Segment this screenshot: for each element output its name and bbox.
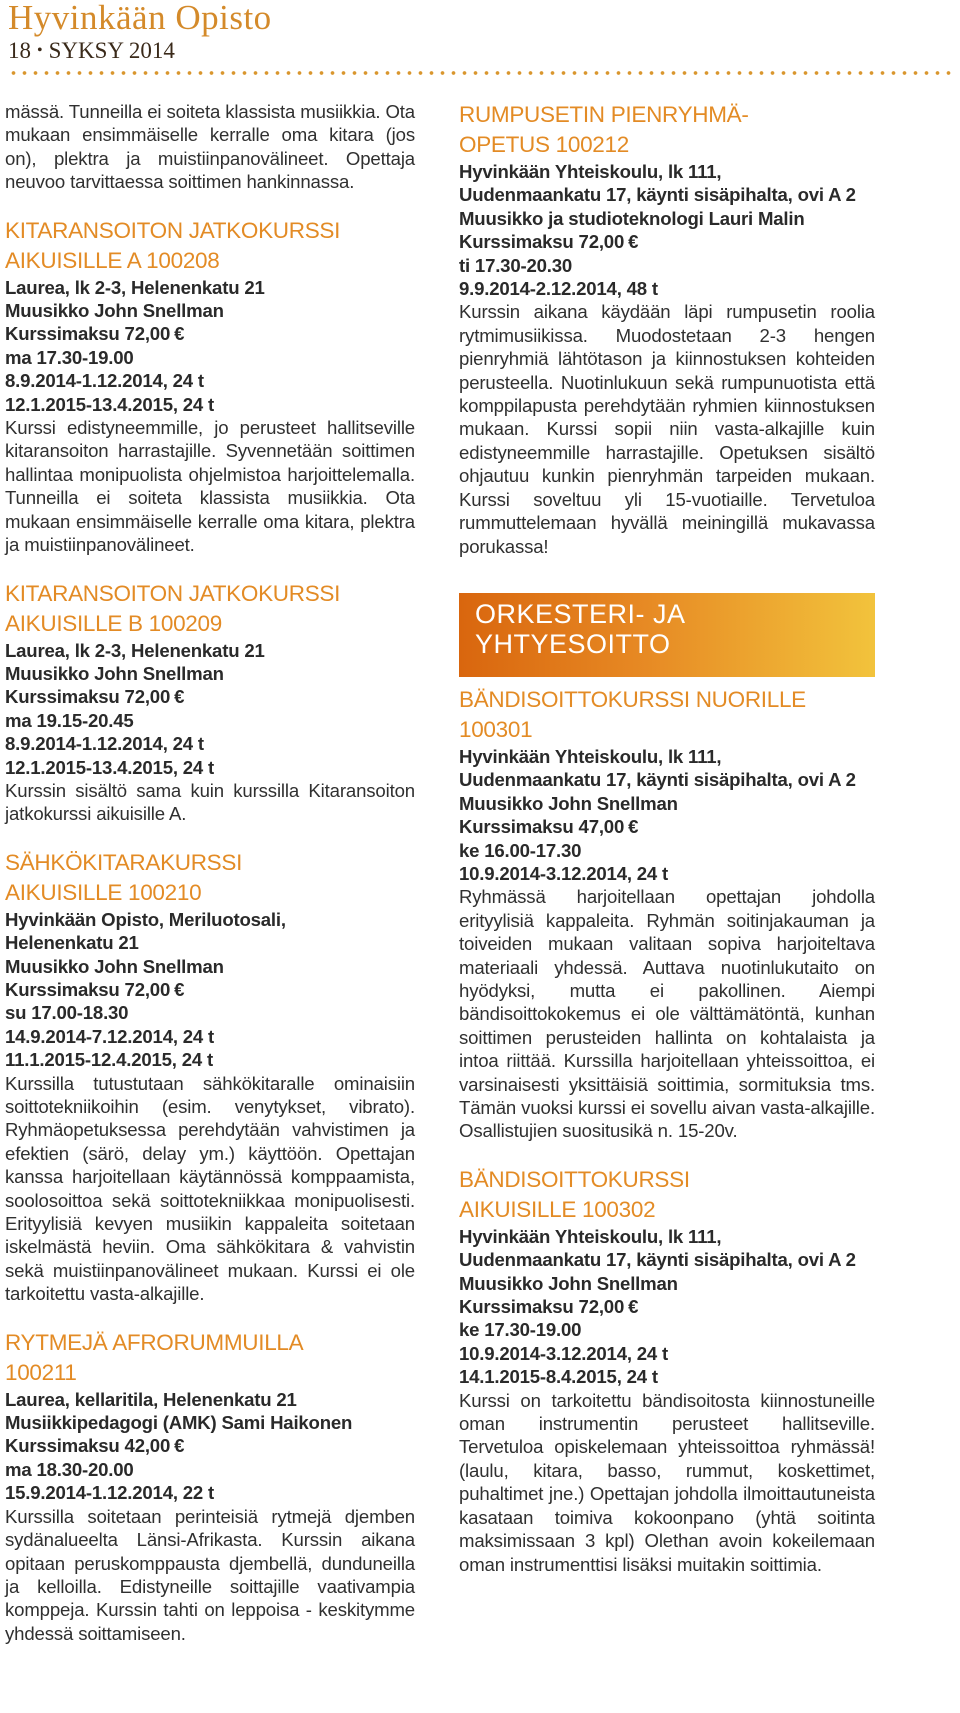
course-schedule: ke 17.30-19.00 [459,1319,582,1341]
course-title-line: AIKUISILLE B 100209 [5,610,222,636]
course-location: Laurea, lk 2-3, Helenenkatu 21 [5,276,265,298]
course-schedule: ma 17.30-19.00 [5,346,134,368]
course-title-line: OPETUS 100212 [459,132,629,157]
course-description: Kurssin aikana käydään läpi rumpusetin roolia rytmimusiikissa. Muodostetaan 2-3 hengen pienryhmiä lähtötason ja kiinnostuksen kohteiden perusteella. Nuotinlukuun sekä rumpunuotista että komppilapusta perehdytään ryhmien kiinnostuksen mukaan. Kurssi sopii niin vasta-alkajille kuin edistyneemmille harrastajille. Opetuksen sisältö ohjautuu kunkin pienryhmän tarpeiden mukaan. Kurssi soveltuu yli 15-vuotiaille. Tervetuloa rummuttelemaan hyvällä meiningillä mukavassa porukassa! [459,301,875,557]
course-fee-amount: Kurssimaksu 72,00 [459,231,625,253]
course-schedule: ke 16.00-17.30 [459,839,582,861]
course-title-line: AIKUISILLE 100210 [5,879,202,905]
course-fee-amount: Kurssimaksu 72,00 [5,978,171,1000]
course-dates: 9.9.2014-2.12.2014, 48 t [459,278,658,300]
course-dates: 11.1.2015-12.4.2015, 24 t [5,1049,213,1071]
course-teacher: Muusikko ja studioteknologi Lauri Malin [459,207,805,229]
section-heading-line: ORKESTERI- JA [475,598,686,629]
course-schedule: ma 19.15-20.45 [5,709,134,731]
course-description: Kurssi on tarkoitettu bändisoitosta kiinnostuneille oman instrumentin perusteet hallitseville. Tervetuloa opiskelemaan yhteissoittoa ryhmässä! (laulu, kitara, basso, rummut, koskettimet, puhaltimet jne.) Opettajan johdolla ilmoittautuneista kasataan toimiva kokoonpano (yhtä soitinta maksimissaan 3 kpl) Olethan avoin kokeilemaan oman instrumenttisi lisäksi muitakin soittimia. [459,1389,875,1575]
course-100301 [459,685,875,1143]
course-title-line: 100301 [459,716,533,742]
course-teacher: Muusikko John Snellman [459,792,678,814]
course-title [5,1328,415,1388]
course-address: Helenenkatu 21 [5,932,139,954]
course-fee [5,322,415,345]
course-title-line: AIKUISILLE 100302 [459,1196,656,1222]
right-column [459,100,875,1576]
course-100212 [459,100,875,558]
course-title-line: RYTMEJÄ AFRORUMMUILLA [5,1329,304,1355]
section-heading [475,599,686,659]
course-location: Hyvinkään Yhteiskoulu, lk 111, [459,1225,722,1247]
course-100302 [459,1165,875,1576]
course-dates: 8.9.2014-1.12.2014, 24 t [5,733,204,755]
season-label: SYKSY 2014 [48,38,175,63]
course-description: Ryhmässä harjoitellaan opettajan johdolla erityylisiä kappaleita. Ryhmän soitinjakauman ja toiveiden mukaan valitaan sopiva harjoiteltava materiaali yhdessä. Auttava nuotinlukutaito on hyödyksi, mutta ei pakollinen. Aiempi bändisoittokokemus ei ole välttämätöntä, kunhan soittimen perusteiden hallinta on kohtalaista ja intoa riittää. Kurssilla harjoitellaan yhteissoittoa, ei varsinaisesti yksittäisiä soittimia, sormituksia tms. Tämän vuoksi kurssi ei sovellu aivan vasta-alkajille. Osallistujien suositusikä n. 15-20v. [459,886,875,1142]
euro-sign: € [174,323,185,345]
course-description: Kurssi edistyneemmille, jo perusteet hallitseville kitaransoiton harrastajille. Syvennetään soittimen hallintaa monipuolista ohjelmistoa harjoittelemalla. Tunneilla ei soiteta klassista musiikkia. Ota mukaan ensimmäiselle kerralle oma kitara, plektra ja muistiinpanovälineet. [5,417,415,556]
course-schedule: ma 18.30-20.00 [5,1458,134,1480]
course-dates: 14.1.2015-8.4.2015, 24 t [459,1366,658,1388]
course-fee [5,685,415,708]
course-title-line: AIKUISILLE A 100208 [5,247,220,273]
course-dates: 10.9.2014-3.12.2014, 24 t [459,1342,669,1364]
course-teacher: Muusikko John Snellman [5,662,224,684]
course-title [5,216,415,276]
course-description: Kurssilla soitetaan perinteisiä rytmejä djemben sydänalueelta Länsi-Afrikasta. Kurssin aikana opitaan peruskomppausta djembellä, dunduneilla ja kelloilla. Edistyneille soittajille vaativampia komppeja. Kurssin tahti on leppoisa - keskitymme yhdessä soittamiseen. [5,1505,415,1644]
course-dates: 12.1.2015-13.4.2015, 24 t [5,756,215,778]
course-title-line: BÄNDISOITTOKURSSI [459,1166,690,1192]
bullet-separator: • [37,42,43,59]
intro-text: mässä. Tunneilla ei soiteta klassista musiikkia. Ota mukaan ensimmäiselle kerralle oma kitara (jos on), plektra ja muistiinpanovälineet. Opettaja neuvoo tarvittaessa soittimen hankinnassa. [5,101,415,193]
course-address: Uudenmaankatu 17, käynti sisäpihalta, ovi A 2 [459,1249,856,1271]
course-fee-amount: Kurssimaksu 72,00 [5,686,171,708]
course-location: Hyvinkään Yhteiskoulu, lk 111, [459,161,722,182]
course-address: Uudenmaankatu 17, käynti sisäpihalta, ovi A 2 [459,184,856,206]
page-number: 18 [8,38,31,63]
course-teacher: Muusikko John Snellman [5,955,224,977]
course-fee [459,230,875,253]
course-location: Hyvinkään Opisto, Meriluotosali, [5,908,286,930]
course-title-line: 100211 [5,1359,77,1385]
course-location: Hyvinkään Yhteiskoulu, lk 111, [459,745,722,767]
course-dates: 8.9.2014-1.12.2014, 24 t [5,370,204,392]
dotted-divider [8,70,952,76]
course-title [5,848,415,908]
course-100209 [5,579,415,826]
section-heading-banner [459,593,875,677]
course-teacher: Muusikko John Snellman [459,1272,678,1294]
course-teacher: Musiikkipedagogi (AMK) Sami Haikonen [5,1412,353,1434]
course-fee-amount: Kurssimaksu 72,00 [5,323,171,345]
euro-sign: € [628,1296,639,1318]
course-title [459,1165,875,1225]
course-fee [459,815,875,838]
euro-sign: € [174,978,185,1000]
page-header [8,0,952,80]
left-column [5,100,415,1645]
course-dates: 10.9.2014-3.12.2014, 24 t [459,862,669,884]
course-address: Uudenmaankatu 17, käynti sisäpihalta, ovi A 2 [459,769,856,791]
course-fee [459,1295,875,1318]
course-description: Kurssilla tutustutaan sähkökitaralle ominaisiin soittotekniikoihin (esim. venytykset, vibrato). Ryhmäopetuksessa perehdytään vahvistimen ja efektien (särö, delay ym.) käyttöön. Opettajan kanssa harjoitellaan käytännössä komppaamista, soolosoittoa sekä soittotekniikkaa monipuolisesti. Erityylisiä kevyen musiikin kappaleita soitetaan iskelmästä heviin. Oma sähkökitara & vahvistin sekä muistiinpanovälineet mukaan. Kurssi ei ole tarkoitettu vasta-alkajille. [5,1072,415,1305]
euro-sign: € [174,686,185,708]
course-title [459,685,875,745]
course-dates: 15.9.2014-1.12.2014, 22 t [5,1482,215,1504]
course-location: Laurea, lk 2-3, Helenenkatu 21 [5,639,265,661]
course-fee-amount: Kurssimaksu 42,00 [5,1435,171,1457]
course-100208 [5,216,415,557]
course-title [459,100,875,160]
euro-sign: € [628,231,639,253]
course-title-line: SÄHKÖKITARAKURSSI [5,849,243,875]
course-fee-amount: Kurssimaksu 72,00 [459,1296,625,1318]
course-dates: 12.1.2015-13.4.2015, 24 t [5,393,215,415]
course-dates: 14.9.2014-7.12.2014, 24 t [5,1025,215,1047]
course-title-line: RUMPUSETIN PIENRYHMÄ- [459,102,749,127]
section-heading-line: YHTYESOITTO [475,628,671,659]
course-description: Kurssin sisältö sama kuin kurssilla Kitaransoiton jatkokurssi aikuisille A. [5,779,415,825]
course-schedule: ti 17.30-20.30 [459,254,572,276]
course-title-line: KITARANSOITON JATKOKURSSI [5,580,341,606]
course-100211 [5,1328,415,1645]
course-title-line: BÄNDISOITTOKURSSI NUORILLE [459,686,806,712]
course-schedule: su 17.00-18.30 [5,1002,129,1024]
issue-line [8,38,175,64]
course-location: Laurea, kellaritila, Helenenkatu 21 [5,1388,297,1410]
course-fee [5,978,415,1001]
brand-title: Hyvinkään Opisto [8,0,272,37]
course-title [5,579,415,639]
euro-sign: € [174,1435,185,1457]
euro-sign: € [628,816,639,838]
course-fee-amount: Kurssimaksu 47,00 [459,816,625,838]
course-100210 [5,848,415,1306]
course-fee [5,1434,415,1457]
course-title-line: KITARANSOITON JATKOKURSSI [5,217,341,243]
course-teacher: Muusikko John Snellman [5,300,224,322]
